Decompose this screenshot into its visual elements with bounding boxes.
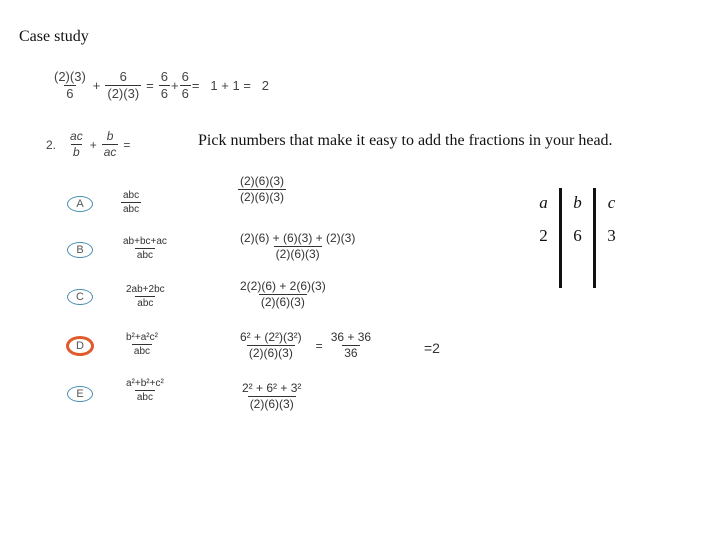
fraction-numerator: 2(2)(6) + 2(6)(3) (240, 279, 326, 293)
fraction-numerator: 6² + (2²)(3²) (240, 330, 302, 344)
values-table (528, 188, 627, 288)
work-b-expression (238, 232, 357, 261)
plus-sign: + (92, 78, 101, 94)
fraction-denominator: abc (136, 250, 154, 261)
example-fraction-4 (180, 70, 191, 102)
option-letter: A (76, 198, 84, 210)
fraction-denominator: abc (133, 346, 151, 357)
option-e-button[interactable] (67, 386, 93, 402)
table-value-c: 3 (607, 225, 616, 245)
option-letter: B (76, 244, 84, 256)
plus-sign: + (170, 78, 179, 94)
option-b-expression (121, 236, 169, 261)
fraction-numerator: 6 (119, 69, 127, 84)
fraction-numerator: 36 + 36 (330, 330, 372, 344)
work-e-expression (240, 382, 303, 411)
table-spacer (528, 253, 561, 288)
example-fraction-2 (105, 70, 141, 102)
option-letter: E (76, 388, 84, 400)
fraction-denominator: (2)(6)(3) (248, 346, 293, 361)
fraction-denominator: 6 (160, 86, 168, 102)
option-letter: D (76, 340, 84, 352)
instruction-text: Pick numbers that make it easy to add the fractions in your head. (198, 132, 613, 149)
example-fraction-3 (159, 70, 170, 102)
option-d-expression (124, 332, 160, 357)
page-title: Case study (19, 28, 89, 45)
fraction-numerator: 6 (181, 69, 189, 84)
fraction-numerator: abc (123, 190, 140, 201)
table-value-a: 2 (528, 218, 561, 253)
option-e-expression (124, 378, 166, 403)
fraction-denominator: abc (136, 392, 153, 403)
fraction-numerator: (2)(6)(3) (240, 174, 284, 188)
fraction-denominator: (2)(6)(3) (260, 295, 305, 310)
fraction-numerator: 6 (160, 69, 168, 84)
option-d-button[interactable] (66, 336, 94, 356)
question-equation (46, 130, 135, 159)
fraction-numerator: (2)(3) (54, 69, 86, 84)
fraction-denominator: (2)(3) (107, 86, 140, 102)
option-letter: C (76, 291, 84, 303)
plus-sign: + (89, 137, 97, 152)
work-a-expression (238, 175, 286, 204)
fraction-denominator: ac (103, 145, 117, 160)
work-d-expression (238, 331, 373, 360)
equals-sign: = (191, 78, 200, 94)
equals-sign: = (315, 338, 323, 353)
fraction-numerator: b²+a²c² (126, 332, 158, 343)
question-fraction-1 (68, 130, 85, 159)
fraction-denominator: b (73, 145, 80, 160)
fraction-denominator: (2)(6)(3) (249, 397, 294, 412)
table-header-c: c (607, 193, 616, 212)
table-spacer (561, 253, 595, 288)
fraction-denominator: 36 (344, 346, 358, 361)
fraction-denominator: (2)(6)(3) (240, 190, 284, 205)
fraction-numerator: b (106, 129, 114, 143)
work-d-simplified-fraction (329, 331, 373, 360)
fraction-denominator: 6 (181, 86, 189, 102)
option-b-button[interactable] (67, 242, 93, 258)
option-c-expression (124, 284, 167, 309)
option-c-button[interactable] (67, 289, 93, 305)
example-equation (52, 70, 269, 102)
example-result: 1 + 1 = 2 (210, 78, 269, 94)
table-value-b: 6 (561, 218, 595, 253)
question-fraction-2 (102, 130, 119, 159)
option-a-button[interactable] (67, 196, 93, 212)
equals-sign: = (146, 78, 154, 94)
fraction-numerator: ab+bc+ac (123, 236, 167, 247)
fraction-denominator: (2)(6)(3) (275, 247, 320, 262)
fraction-numerator: a²+b²+c² (126, 378, 164, 389)
table-header-a: a (528, 188, 561, 218)
fraction-denominator: abc (137, 298, 154, 309)
work-c-expression (238, 280, 328, 309)
fraction-numerator: ac (70, 129, 83, 143)
equals-sign: = (123, 137, 131, 152)
work-d-result: =2 (424, 340, 440, 356)
fraction-denominator: abc (123, 204, 140, 215)
fraction-numerator: 2² + 6² + 3² (242, 381, 302, 395)
table-spacer (595, 253, 628, 288)
fraction-denominator: 6 (66, 86, 74, 102)
question-number: 2. (46, 137, 57, 152)
option-a-expression (121, 190, 141, 215)
work-d-fraction (238, 331, 304, 360)
fraction-numerator: 2ab+2bc (126, 284, 165, 295)
example-fraction-1 (52, 70, 88, 102)
fraction-numerator: (2)(6) + (6)(3) + (2)(3) (240, 231, 356, 245)
table-header-b: b (561, 188, 595, 218)
